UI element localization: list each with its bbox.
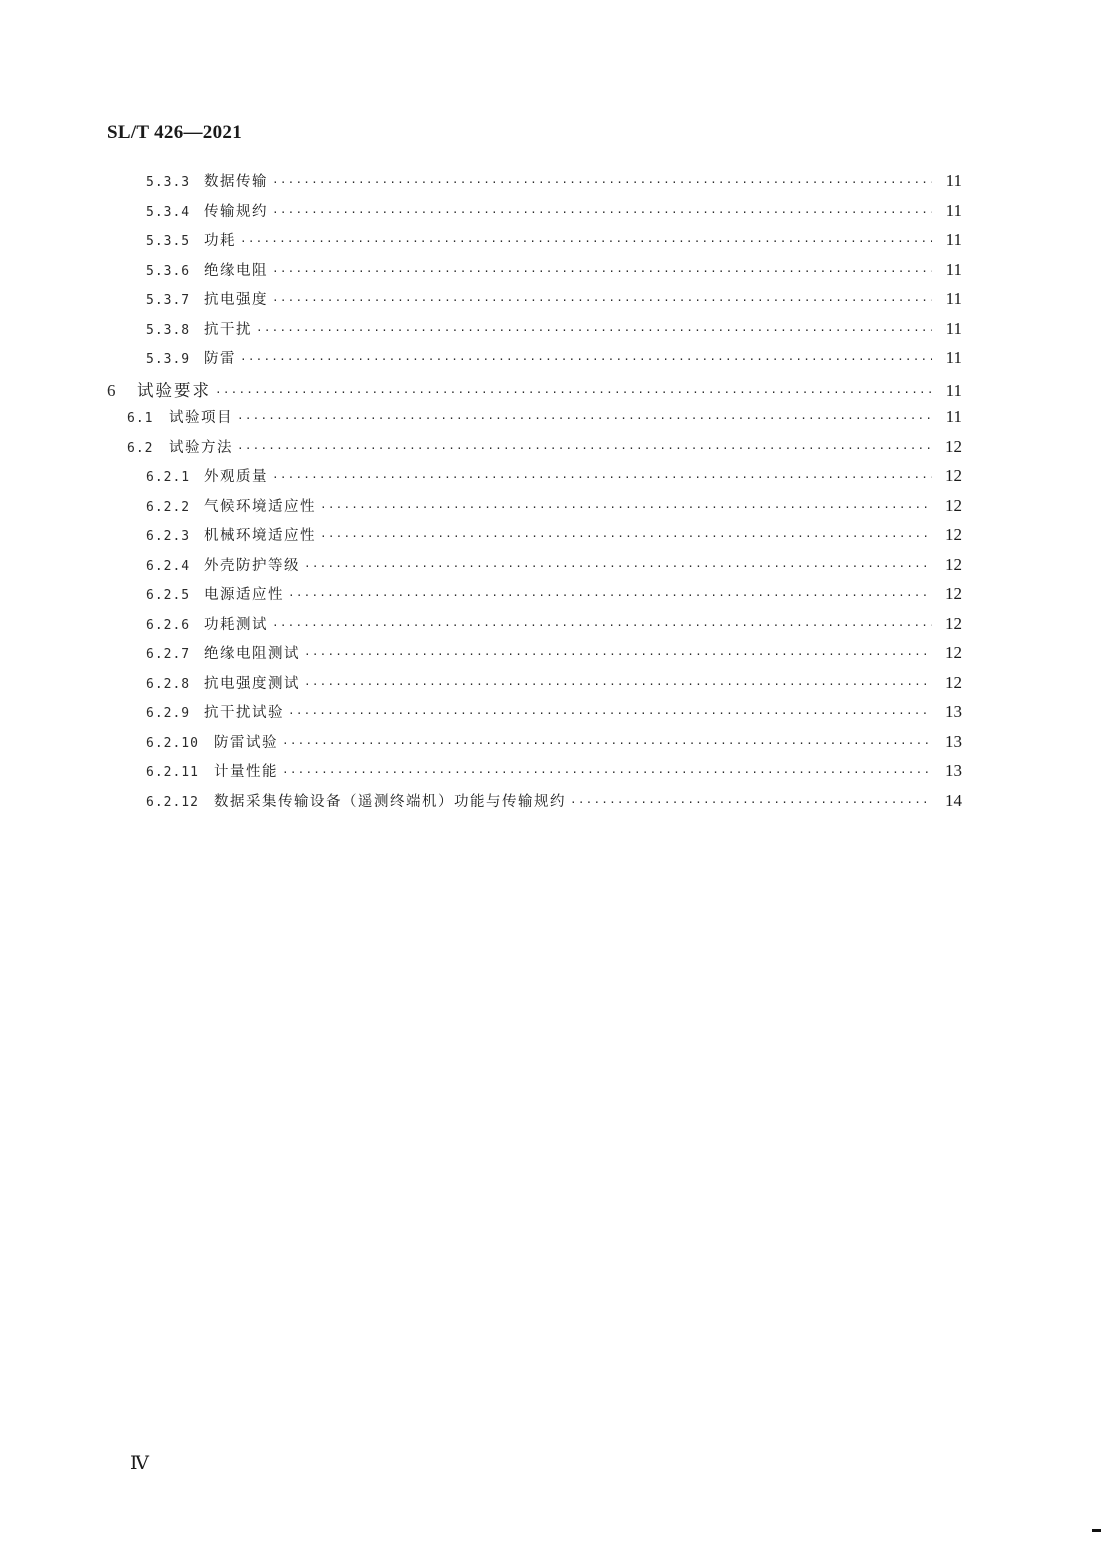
toc-entry-title: 机械环境适应性: [204, 528, 316, 544]
toc-entry-number: 6.2: [127, 441, 154, 456]
toc-entry-page: 11: [945, 171, 962, 190]
toc-entry[interactable]: [146, 524, 962, 548]
toc-entry-page: 13: [945, 732, 962, 751]
toc-dot-leader: [320, 501, 932, 514]
toc-dot-leader: [570, 796, 932, 809]
toc-entry-title: 功耗测试: [204, 617, 268, 633]
toc-entry-title: 试验要求: [137, 381, 211, 400]
toc-dot-leader: [237, 412, 932, 425]
toc-dot-leader: [272, 294, 932, 307]
toc-entry-page: 11: [945, 348, 962, 367]
toc-entry-page: 11: [945, 381, 962, 400]
toc-entry[interactable]: [146, 554, 962, 578]
toc-dot-leader: [304, 648, 932, 661]
toc-entry-title: 数据传输: [204, 174, 268, 190]
toc-entry[interactable]: [146, 701, 962, 725]
toc-dot-leader: [272, 471, 932, 484]
toc-entry-page: 12: [945, 614, 962, 633]
toc-entry-page: 11: [945, 230, 962, 249]
toc-dot-leader: [288, 707, 932, 720]
toc-entry-page: 12: [945, 673, 962, 692]
toc-entry[interactable]: [146, 613, 962, 637]
toc-dot-leader: [304, 678, 932, 691]
toc-entry-page: 12: [945, 437, 962, 456]
toc-entry-title: 绝缘电阻测试: [204, 646, 300, 662]
toc-entry-page: 13: [945, 702, 962, 721]
toc-entry[interactable]: [146, 318, 962, 342]
toc-entry-number: 5.3.5: [146, 234, 191, 249]
toc-entry-number: 6.2.10: [146, 736, 199, 751]
toc-dot-leader: [272, 206, 932, 219]
toc-dot-leader: [240, 353, 932, 366]
toc-dot-leader: [237, 442, 932, 455]
toc-dot-leader: [320, 530, 932, 543]
toc-entry-title: 试验方法: [169, 440, 233, 456]
toc-entry[interactable]: [146, 170, 962, 194]
toc-dot-leader: [272, 619, 932, 632]
toc-entry-number: 5.3.4: [146, 205, 191, 220]
toc-entry-title: 功耗: [204, 233, 236, 249]
toc-dot-leader: [272, 176, 932, 189]
toc-entry-page: 12: [945, 466, 962, 485]
toc-entry-page: 14: [945, 791, 962, 810]
toc-dot-leader: [304, 560, 932, 573]
toc-entry-page: 11: [945, 201, 962, 220]
toc-dot-leader: [272, 265, 932, 278]
toc-dot-leader: [288, 589, 932, 602]
toc-entry[interactable]: [146, 642, 962, 666]
toc-entry-title: 防雷试验: [214, 735, 278, 751]
toc-entry-page: 11: [945, 407, 962, 426]
toc-entry-number: 5.3.8: [146, 323, 191, 338]
toc-entry[interactable]: [146, 583, 962, 607]
toc-entry-number: 6.2.4: [146, 559, 191, 574]
toc-entry-page: 11: [945, 289, 962, 308]
standard-code-header: SL/T 426—2021: [107, 122, 242, 143]
toc-entry-page: 12: [945, 496, 962, 515]
toc-dot-leader: [282, 737, 932, 750]
toc-entry-title: 传输规约: [204, 204, 268, 220]
toc-entry-title: 抗电强度: [204, 292, 268, 308]
toc-entry-number: 6.2.8: [146, 677, 191, 692]
toc-entry[interactable]: [146, 760, 962, 784]
toc-entry-title: 试验项目: [169, 410, 233, 426]
toc-entry-title: 防雷: [204, 351, 236, 367]
toc-entry-number: 6.2.5: [146, 588, 191, 603]
toc-entry-title: 外观质量: [204, 469, 268, 485]
toc-entry-page: 12: [945, 643, 962, 662]
toc-entry-page: 11: [945, 319, 962, 338]
toc-entry-title: 气候环境适应性: [204, 499, 316, 515]
toc-entry[interactable]: [146, 200, 962, 224]
scan-edge-mark: [1092, 1529, 1101, 1532]
toc-entry[interactable]: [146, 731, 962, 755]
toc-entry-number: 5.3.9: [146, 352, 191, 367]
toc-entry-number: 5.3.6: [146, 264, 191, 279]
toc-entry[interactable]: [146, 790, 962, 814]
toc-entry-title: 绝缘电阻: [204, 263, 268, 279]
toc-entry-page: 11: [945, 260, 962, 279]
toc-entry-title: 电源适应性: [204, 587, 284, 603]
toc-entry[interactable]: [146, 347, 962, 371]
toc-dot-leader: [240, 235, 932, 248]
toc-dot-leader: [215, 386, 932, 399]
toc-entry-title: 抗电强度测试: [204, 676, 300, 692]
toc-entry-page: 12: [945, 525, 962, 544]
toc-entry-number: 6.2.12: [146, 795, 199, 810]
toc-dot-leader: [282, 766, 932, 779]
toc-entry-number: 6.2.6: [146, 618, 191, 633]
toc-entry[interactable]: [127, 406, 962, 430]
toc-entry[interactable]: [146, 672, 962, 696]
toc-entry[interactable]: [146, 259, 962, 283]
toc-entry-number: 6.2.1: [146, 470, 191, 485]
toc-entry-number: 6.2.9: [146, 706, 191, 721]
toc-entry[interactable]: [107, 377, 962, 401]
toc-entry[interactable]: [146, 229, 962, 253]
toc-entry[interactable]: [146, 495, 962, 519]
toc-entry[interactable]: [127, 436, 962, 460]
toc-entry-title: 数据采集传输设备（遥测终端机）功能与传输规约: [214, 794, 566, 810]
page-number-footer: Ⅳ: [130, 1453, 149, 1474]
toc-dot-leader: [256, 324, 932, 337]
toc-entry-title: 外壳防护等级: [204, 558, 300, 574]
toc-entry-title: 计量性能: [214, 764, 278, 780]
toc-entry-number: 6.1: [127, 411, 154, 426]
toc-entry-title: 抗干扰试验: [204, 705, 284, 721]
toc-entry[interactable]: [146, 288, 962, 312]
toc-entry-number: 6.2.11: [146, 765, 199, 780]
toc-entry-number: 6.2.7: [146, 647, 191, 662]
toc-entry-number: 6.2.3: [146, 529, 191, 544]
toc-entry[interactable]: [146, 465, 962, 489]
toc-entry-number: 6.2.2: [146, 500, 191, 515]
toc-entry-number: 5.3.7: [146, 293, 191, 308]
toc-entry-number: 6: [107, 381, 116, 400]
toc-entry-title: 抗干扰: [204, 322, 252, 338]
toc-entry-number: 5.3.3: [146, 175, 191, 190]
toc-entry-page: 13: [945, 761, 962, 780]
toc-entry-page: 12: [945, 584, 962, 603]
toc-entry-page: 12: [945, 555, 962, 574]
